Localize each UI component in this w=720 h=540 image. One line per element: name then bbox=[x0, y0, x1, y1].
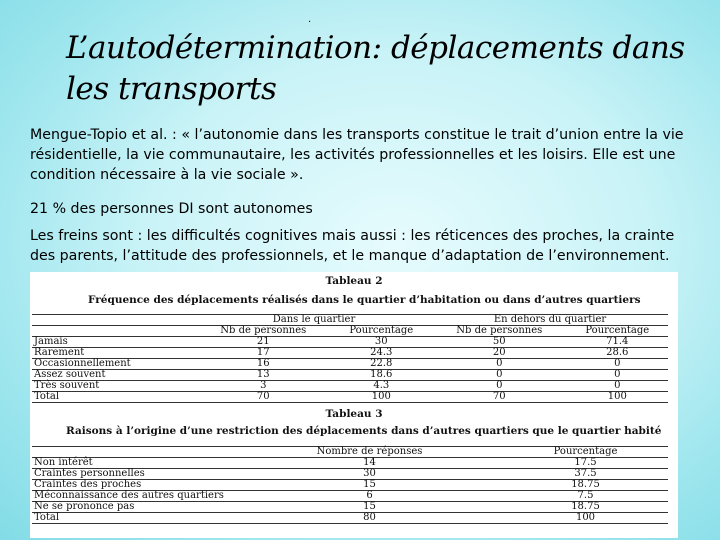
decorative-dot: . bbox=[308, 14, 312, 25]
cell: 18.75 bbox=[503, 502, 668, 513]
cell: 70 bbox=[196, 392, 331, 403]
table-row bbox=[32, 381, 668, 392]
cell: 15 bbox=[236, 480, 503, 491]
cell: 37.5 bbox=[503, 469, 668, 480]
row-label: Occasionnellement bbox=[32, 359, 196, 370]
cell: 7.5 bbox=[503, 491, 668, 502]
table-row bbox=[32, 469, 668, 480]
row-label: Très souvent bbox=[32, 381, 196, 392]
table3-header: Nombre de réponses bbox=[236, 447, 503, 458]
quote-paragraph: Mengue-Topio et al. : « l’autonomie dans les transports constitue le trait d’union entre la vie résidentielle, la vie communautaire, les activités professionnelles et les loisirs. Elle est une condition nécessaire à la vie sociale ». bbox=[30, 127, 684, 183]
table2-subheader: Pourcentage bbox=[567, 326, 668, 337]
table2-group-header: En dehors du quartier bbox=[432, 315, 668, 326]
table-row bbox=[32, 359, 668, 370]
cell: 15 bbox=[236, 502, 503, 513]
table-row bbox=[32, 513, 668, 524]
cell: 0 bbox=[432, 359, 567, 370]
cell: 100 bbox=[503, 513, 668, 524]
cell: 24.3 bbox=[331, 348, 432, 359]
row-label: Total bbox=[32, 392, 196, 403]
cell: 100 bbox=[331, 392, 432, 403]
cell: 30 bbox=[236, 469, 503, 480]
cell: 70 bbox=[432, 392, 567, 403]
table-row bbox=[32, 480, 668, 491]
cell: 71.4 bbox=[567, 337, 668, 348]
table3-label: Tableau 3 bbox=[325, 408, 383, 420]
row-label: Jamais bbox=[32, 337, 196, 348]
table-row bbox=[32, 348, 668, 359]
cell: 13 bbox=[196, 370, 331, 381]
cell: 3 bbox=[196, 381, 331, 392]
table2-subheader: Nb de personnes bbox=[196, 326, 331, 337]
table2-group-header: Dans le quartier bbox=[196, 315, 432, 326]
cell: 18.75 bbox=[503, 480, 668, 491]
table3-caption: Raisons à l’origine d’une restriction des déplacements dans d’autres quartiers que le quartier habité bbox=[66, 425, 662, 437]
cell: 50 bbox=[432, 337, 567, 348]
row-label: Total bbox=[32, 513, 236, 524]
table2-label: Tableau 2 bbox=[325, 275, 383, 287]
row-label: Méconnaissance des autres quartiers bbox=[32, 491, 236, 502]
table3 bbox=[32, 446, 668, 524]
row-label: Non intérêt bbox=[32, 458, 236, 469]
table3-header: Pourcentage bbox=[503, 447, 668, 458]
cell: 16 bbox=[196, 359, 331, 370]
cell: 14 bbox=[236, 458, 503, 469]
cell: 28.6 bbox=[567, 348, 668, 359]
cell: 21 bbox=[196, 337, 331, 348]
statistic-paragraph: 21 % des personnes DI sont autonomes bbox=[30, 201, 313, 217]
cell: 0 bbox=[432, 381, 567, 392]
cell: 100 bbox=[567, 392, 668, 403]
row-label: Assez souvent bbox=[32, 370, 196, 381]
table2 bbox=[32, 314, 668, 403]
cell: 17.5 bbox=[503, 458, 668, 469]
cell: 17 bbox=[196, 348, 331, 359]
table-row bbox=[32, 458, 668, 469]
table2-subheader: Pourcentage bbox=[331, 326, 432, 337]
cell: 4.3 bbox=[331, 381, 432, 392]
cell: 18.6 bbox=[331, 370, 432, 381]
slide-title-line2: les transports bbox=[66, 71, 277, 107]
cell: 30 bbox=[331, 337, 432, 348]
slide-title bbox=[66, 28, 686, 110]
cell: 22.8 bbox=[331, 359, 432, 370]
row-label: Rarement bbox=[32, 348, 196, 359]
table-row bbox=[32, 370, 668, 381]
slide-title-line1: L’autodétermination: déplacements dans bbox=[66, 30, 685, 66]
obstacles-paragraph: Les freins sont : les difficultés cognitives mais aussi : les réticences des proches, la crainte des parents, l’attitude des professionnels, et le manque d’adaptation de l’environnement. bbox=[30, 228, 675, 264]
cell: 20 bbox=[432, 348, 567, 359]
row-label: Ne se prononce pas bbox=[32, 502, 236, 513]
row-label: Craintes des proches bbox=[32, 480, 236, 491]
table2-caption: Fréquence des déplacements réalisés dans le quartier d’habitation ou dans d’autres quartiers bbox=[88, 294, 641, 306]
cell: 80 bbox=[236, 513, 503, 524]
table-row bbox=[32, 502, 668, 513]
table-row bbox=[32, 491, 668, 502]
table-row bbox=[32, 337, 668, 348]
cell: 6 bbox=[236, 491, 503, 502]
tables-image bbox=[30, 272, 678, 538]
cell: 0 bbox=[432, 370, 567, 381]
table2-subheader: Nb de personnes bbox=[432, 326, 567, 337]
row-label: Craintes personnelles bbox=[32, 469, 236, 480]
cell: 0 bbox=[567, 370, 668, 381]
cell: 0 bbox=[567, 381, 668, 392]
table-row bbox=[32, 392, 668, 403]
cell: 0 bbox=[567, 359, 668, 370]
